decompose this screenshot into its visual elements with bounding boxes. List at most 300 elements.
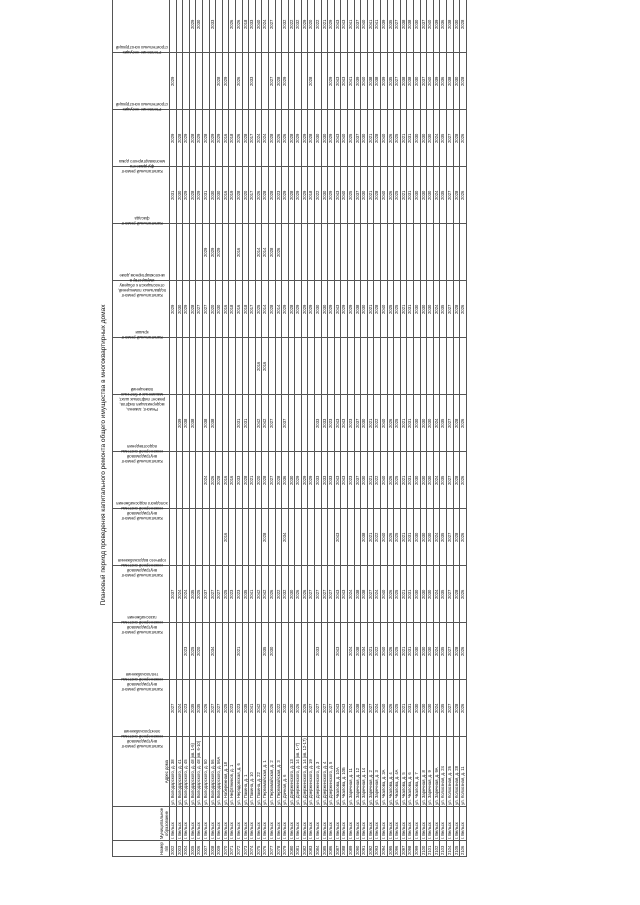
municipality-cell: г. Вельск [427,806,434,840]
year-cell: 2023 [229,566,236,623]
year-cell: 2018 [242,0,249,53]
year-cell: 2031 [407,281,414,338]
year-cell: 2035 [242,566,249,623]
year-cell: 2040 [381,623,388,680]
year-cell: 2014 [262,224,269,281]
year-cell [321,623,328,680]
year-cell [427,224,434,281]
year-cell: 2030 [321,167,328,224]
year-cell: 2040 [381,680,388,737]
year-cell: 2025 [387,281,394,338]
column-header-label: Капитальный ремонт внутридомовой инженерной системы электроснабжения [121,729,163,750]
municipality-cell: г. Вельск [334,806,341,840]
year-cell [400,224,407,281]
year-cell: 2038 [446,53,453,110]
year-cell [427,338,434,395]
row-number-cell: 2009 [216,841,223,857]
address-cell: ул. Чкалова, д. 5 [400,737,407,807]
year-cell: 2024 [433,281,440,338]
year-cell: 2035 [196,680,203,737]
year-cell [235,509,242,566]
year-cell: 2040 [381,167,388,224]
municipality-cell: г. Вельск [341,806,348,840]
year-cell: 2029 [196,110,203,167]
year-cell: 2029 [301,110,308,167]
municipality-cell: г. Вельск [183,806,190,840]
year-cell [183,53,190,110]
column-header-label: Капитальный ремонт внутридомовой инженерной системы холодного водоснабжения [116,501,168,522]
year-cell [216,395,223,452]
year-cell: 2027 [367,680,374,737]
year-cell: 2020 [242,167,249,224]
year-cell: 2022 [275,566,282,623]
year-cell: 2026 [387,395,394,452]
table-row [229,0,236,857]
year-cell: 2027 [321,680,328,737]
year-cell: 2030 [413,452,420,509]
row-number-cell: 2105 [453,841,460,857]
year-cell: 2038 [202,395,209,452]
year-cell [315,224,322,281]
address-cell: ул. Заречная, д. 9 [427,737,434,807]
year-cell: 2031 [202,167,209,224]
year-cell: 2030 [361,395,368,452]
year-cell: 2039 [433,53,440,110]
year-cell: 2041 [367,0,374,53]
year-cell [460,224,467,281]
year-cell: 2039 [354,53,361,110]
table-row [176,0,183,857]
year-cell: 2035 [440,110,447,167]
year-cell: 2030 [361,281,368,338]
year-cell: 2030 [420,452,427,509]
year-cell: 2023 [235,680,242,737]
year-cell: 2028 [308,110,315,167]
address-cell: ул. Пакина, д. 10 [249,737,256,807]
year-cell [354,338,361,395]
row-number-cell: 2088 [341,841,348,857]
year-cell: 2021 [249,452,256,509]
year-cell [328,338,335,395]
year-cell: 2033 [315,452,322,509]
year-cell [295,395,302,452]
year-cell: 2026 [301,680,308,737]
address-cell: ул. Дзержинского, д. 14 (кв. 12-17) [301,738,307,805]
year-cell: 2040 [341,167,348,224]
year-cell: 2028 [460,0,467,53]
year-cell: 2020 [196,623,203,680]
year-cell [183,224,190,281]
year-cell [394,338,401,395]
year-cell: 2027 [315,566,322,623]
year-cell [229,395,236,452]
address-cell: ул. Чкалова, д. 10А [334,737,341,807]
year-cell [196,224,203,281]
year-cell: 2037 [170,566,177,623]
year-cell: 2043 [334,167,341,224]
year-cell: 2027 [202,281,209,338]
year-cell: 2030 [413,623,420,680]
year-cell: 2028 [235,167,242,224]
year-cell: 2030 [427,281,434,338]
column-header-label: Утепление несущих строительных конструкций [115,102,169,113]
year-cell: 2030 [413,167,420,224]
year-cell: 2028 [453,680,460,737]
year-cell [387,338,394,395]
year-cell: 2028 [262,452,269,509]
year-cell: 2031 [170,167,177,224]
year-cell: 2026 [235,53,242,110]
year-cell [301,338,308,395]
year-cell: 2029 [328,110,335,167]
municipality-cell: г. Вельск [407,806,414,840]
year-cell [381,338,388,395]
year-cell: 2026 [387,566,394,623]
year-cell: 2043 [341,395,348,452]
row-number-cell: 2006 [196,841,203,857]
year-cell: 2027 [446,680,453,737]
year-cell: 2043 [341,452,348,509]
year-cell [407,224,414,281]
year-cell: 2024 [255,110,262,167]
municipality-cell: г. Вельск [354,806,361,840]
year-cell [288,53,295,110]
year-cell [301,53,308,110]
year-cell: 2038 [354,566,361,623]
address-cell: ул. Володарского, д. 45 [183,737,190,807]
year-cell: 2026 [460,509,467,566]
year-cell: 2016 [222,167,229,224]
row-number-cell: 2092 [367,841,374,857]
address-cell: ул. Колхозная, д. 26 [446,737,453,807]
table-row [196,0,203,857]
table-row [222,0,229,857]
row-number-cell: 2005 [189,841,196,857]
year-cell: 2030 [315,281,322,338]
year-cell [288,224,295,281]
year-cell [295,224,302,281]
year-cell: 2038 [189,395,196,452]
year-cell: 2030 [361,452,368,509]
year-cell [301,395,308,452]
year-cell: 2030 [216,281,223,338]
year-cell: 2021 [400,167,407,224]
year-cell [229,224,236,281]
year-cell: 2016 [262,338,269,395]
year-cell: 2035 [440,167,447,224]
year-cell: 2014 [255,224,262,281]
row-number-cell: 2079 [282,841,289,857]
year-cell [282,623,289,680]
year-cell: 2029 [202,224,209,281]
year-cell: 2019 [229,167,236,224]
year-cell: 2029 [295,281,302,338]
municipality-cell: г. Вельск [209,806,216,840]
municipality-cell: г. Вельск [420,806,427,840]
year-cell: 2030 [413,110,420,167]
municipality-cell: г. Вельск [301,806,308,840]
year-cell: 2040 [381,509,388,566]
year-cell: 2021 [400,395,407,452]
year-cell: 2035 [440,395,447,452]
year-cell: 2040 [381,452,388,509]
year-cell [295,623,302,680]
year-cell: 2025 [348,110,355,167]
year-cell: 2029 [295,167,302,224]
year-cell [176,53,183,110]
municipality-cell: г. Вельск [222,806,229,840]
year-cell: 2029 [183,167,190,224]
year-cell: 2037 [354,452,361,509]
year-cell: 2023 [183,680,190,737]
year-cell: 2043 [334,452,341,509]
row-number-cell: 2080 [288,841,295,857]
year-cell [209,338,216,395]
table-row [433,0,440,857]
year-cell [170,0,177,53]
table-row [189,0,196,857]
address-cell: ул. Заречная, д. 9А [433,737,440,807]
document-title: Плановый период проведения капитального ремонта общего имущества в многоквартирных домах [100,304,107,606]
year-cell: 2031 [242,395,249,452]
year-cell [229,623,236,680]
year-cell: 2023 [229,680,236,737]
year-cell: 2016 [235,224,242,281]
column-header [113,0,170,56]
address-cell: ул. Нерадовская, д. 6 [235,737,242,807]
year-cell: 2024 [348,623,355,680]
year-cell: 2039 [176,395,183,452]
year-cell: 2020 [308,0,315,53]
year-cell: 2043 [334,395,341,452]
column-header-label: Капитальный ремонт внутридомовой инженерной системы горячего водоснабжения [117,558,167,579]
year-cell: 2030 [196,0,203,53]
municipality-cell: г. Вельск [348,806,355,840]
year-cell: 2021 [400,680,407,737]
municipality-cell: г. Вельск [400,806,407,840]
year-cell: 2038 [400,53,407,110]
year-cell: 2030 [413,566,420,623]
year-cell: 2020 [209,281,216,338]
year-cell: 2028 [453,167,460,224]
year-cell [222,224,229,281]
row-number-cell: 2094 [381,841,388,857]
row-number-cell: 2096 [394,841,401,857]
table-row [460,0,467,857]
table-row [381,0,388,857]
address-cell: ул. Дзержинского, д. 4 [321,737,328,807]
year-cell [249,395,256,452]
year-cell: 2018 [242,281,249,338]
year-cell: 2029 [216,224,223,281]
year-cell [189,53,196,110]
year-cell: 2035 [440,623,447,680]
year-cell: 2028 [216,53,223,110]
year-cell: 2021 [400,281,407,338]
year-cell: 2026 [268,566,275,623]
year-cell [209,53,216,110]
year-cell [202,623,209,680]
year-cell: 2027 [446,167,453,224]
year-cell [222,338,229,395]
year-cell: 2028 [453,110,460,167]
year-cell: 2040 [361,53,368,110]
municipality-cell: г. Вельск [315,806,322,840]
year-cell: 2017 [249,167,256,224]
table-row [341,0,348,857]
row-number-cell: 2087 [334,841,341,857]
municipality-cell: г. Вельск [394,806,401,840]
year-cell: 2028 [268,281,275,338]
year-cell [348,224,355,281]
year-cell: 2027 [268,452,275,509]
year-cell: 2024 [433,623,440,680]
year-cell: 2027 [216,680,223,737]
year-cell: 2032 [282,680,289,737]
year-cell: 2031 [407,509,414,566]
year-cell: 2027 [446,281,453,338]
municipality-cell: г. Вельск [242,806,249,840]
municipality-cell: г. Вельск [262,806,269,840]
municipality-cell: г. Вельск [374,806,381,840]
table-row [407,0,414,857]
year-cell: 2042 [262,680,269,737]
year-cell [229,53,236,110]
year-cell: 2026 [387,110,394,167]
year-cell: 2026 [387,167,394,224]
year-cell [255,53,262,110]
year-cell [341,623,348,680]
year-cell: 2030 [413,680,420,737]
year-cell: 2025 [196,566,203,623]
year-cell [328,623,335,680]
year-cell [321,509,328,566]
year-cell: 2026 [295,680,302,737]
year-cell: 2028 [176,110,183,167]
year-cell: 2016 [229,452,236,509]
year-cell: 2020 [255,452,262,509]
year-cell [176,0,183,53]
year-cell: 2038 [374,53,381,110]
address-cell: ул. Заречная, д. 14 [361,737,368,807]
municipality-cell: г. Вельск [229,806,236,840]
year-cell: 2038 [354,623,361,680]
table-body [170,0,467,857]
row-number-cell: 2093 [374,841,381,857]
year-cell [176,623,183,680]
year-cell: 2033 [321,452,328,509]
year-cell: 2037 [354,167,361,224]
year-cell: 2025 [394,680,401,737]
municipality-cell: г. Вельск [453,806,460,840]
year-cell [334,338,341,395]
year-cell: 2038 [361,680,368,737]
address-cell: ул. Заречная, д. 2 [367,737,374,807]
municipality-cell: г. Вельск [268,806,275,840]
year-cell [242,53,249,110]
year-cell: 2030 [453,0,460,53]
municipality-cell: г. Вельск [361,806,368,840]
row-number-cell: 2100 [420,841,427,857]
year-cell [367,224,374,281]
year-cell: 2029 [170,110,177,167]
year-cell [381,224,388,281]
year-cell: 2027 [394,53,401,110]
table-row [387,0,394,857]
year-cell: 2037 [282,395,289,452]
year-cell: 2039 [381,0,388,53]
year-cell [216,0,223,53]
year-cell: 2038 [407,53,414,110]
year-cell: 2024 [433,167,440,224]
year-cell [196,338,203,395]
municipality-cell: г. Вельск [387,806,394,840]
year-cell: 2027 [446,509,453,566]
year-cell: 2026 [235,110,242,167]
year-cell: 2033 [249,53,256,110]
year-cell [295,338,302,395]
year-cell: 2030 [420,110,427,167]
municipality-cell: г. Вельск [446,806,453,840]
table-row [440,0,447,857]
year-cell: 2027 [328,680,335,737]
year-cell: 2041 [249,566,256,623]
year-cell: 2028 [268,167,275,224]
year-cell: 2018 [229,110,236,167]
year-cell: 2026 [387,680,394,737]
year-cell: 2038 [367,53,374,110]
year-cell: 2021 [367,623,374,680]
year-cell: 2014 [275,281,282,338]
row-number-cell: 2097 [400,841,407,857]
year-cell: 2027 [196,281,203,338]
year-cell [407,338,414,395]
row-number-cell: 2078 [275,841,282,857]
year-cell: 2021 [400,452,407,509]
row-number-cell: 2084 [315,841,322,857]
year-cell: 2041 [249,680,256,737]
year-cell [216,338,223,395]
year-cell: 2030 [427,509,434,566]
address-cell: ул. Дзержинского, д. 14 (кв. 1-7) [295,737,302,807]
year-cell: 2037 [420,0,427,53]
year-cell: 2024 [183,566,190,623]
year-cell [308,509,315,566]
year-cell [275,509,282,566]
year-cell: 2022 [374,623,381,680]
table-row [354,0,361,857]
year-cell: 2025 [394,281,401,338]
year-cell [315,338,322,395]
year-cell: 2026 [229,0,236,53]
year-cell: 2022 [275,680,282,737]
year-cell: 2030 [427,167,434,224]
column-header-label: Капитальный ремонт внутридомовой инженерной системы водоотведения [121,444,163,465]
year-cell: 2021 [367,110,374,167]
column-header [113,224,170,299]
year-cell [341,509,348,566]
row-number-cell: 2091 [361,841,368,857]
year-cell: 2030 [361,110,368,167]
municipality-cell: г. Вельск [255,806,262,840]
year-cell: 2034 [282,509,289,566]
year-cell [202,338,209,395]
year-cell: 2030 [321,281,328,338]
municipality-cell: г. Вельск [249,806,256,840]
address-cell: ул. Дзержинского, д. 19 [308,737,315,807]
year-cell: 2025 [189,623,196,680]
row-number-cell: 2007 [202,841,209,857]
